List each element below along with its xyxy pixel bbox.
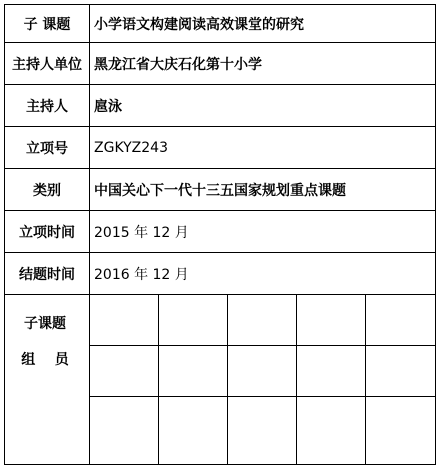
member-cell xyxy=(90,346,158,396)
category-value: 中国关心下一代十三五国家规划重点课题 xyxy=(94,182,346,199)
member-cell xyxy=(366,397,435,464)
project-number-label: 立项号 xyxy=(26,140,68,157)
member-cell xyxy=(366,295,435,345)
member-cell xyxy=(90,295,158,345)
category-label: 类别 xyxy=(33,182,61,199)
subtopic-label: 子 课题 xyxy=(23,16,71,33)
member-cell xyxy=(228,295,296,345)
member-cell xyxy=(297,397,365,464)
completion-time-label: 结题时间 xyxy=(19,266,75,283)
subtopic-value: 小学语文构建阅读高效课堂的研究 xyxy=(94,16,304,33)
members-label-line1: 子课题 xyxy=(24,316,66,332)
member-cell xyxy=(366,346,435,396)
project-number-value: ZGKYZ243 xyxy=(94,139,168,156)
members-label-line2: 组 员 xyxy=(21,352,69,368)
member-cell xyxy=(159,397,227,464)
completion-time-value: 2016 年 12 月 xyxy=(94,266,189,283)
approval-time-label: 立项时间 xyxy=(19,224,75,241)
member-cell xyxy=(159,346,227,396)
host-value: 扈泳 xyxy=(94,98,122,115)
member-cell xyxy=(228,346,296,396)
member-cell xyxy=(159,295,227,345)
member-cell xyxy=(228,397,296,464)
member-cell xyxy=(90,397,158,464)
host-unit-label: 主持人单位 xyxy=(12,56,82,73)
member-cell xyxy=(297,295,365,345)
member-cell xyxy=(297,346,365,396)
approval-time-value: 2015 年 12 月 xyxy=(94,224,189,241)
host-unit-value: 黑龙江省大庆石化第十小学 xyxy=(94,56,262,73)
host-label: 主持人 xyxy=(26,98,68,115)
